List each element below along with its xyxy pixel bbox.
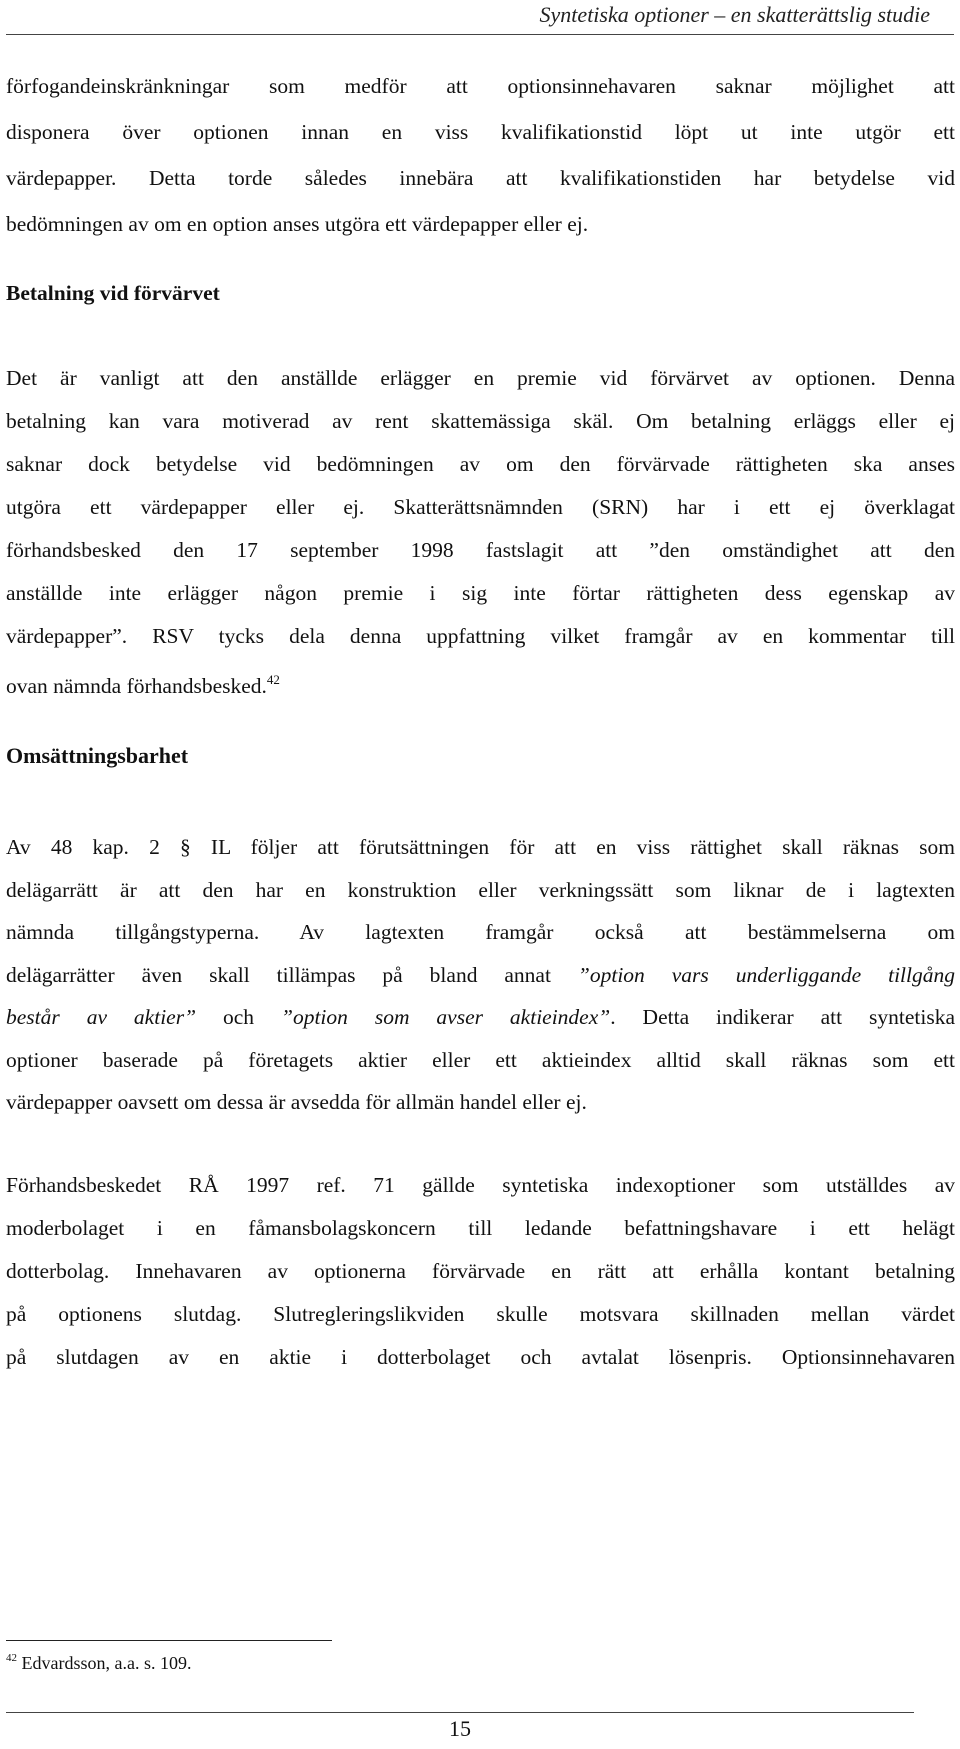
text-line: dotterbolag. Innehavaren av optionerna förvärvade en rätt att erhålla kontant betalning bbox=[6, 1259, 955, 1283]
text-line: disponera över optionen innan en viss kvalifikationstid löpt ut inte utgör ett bbox=[6, 120, 955, 144]
text-line: saknar dock betydelse vid bedömningen av om den förvärvade rättigheten ska anses bbox=[6, 452, 955, 476]
text-line: moderbolaget i en fåmansbolagskoncern till ledande befattningshavare i ett helägt bbox=[6, 1216, 955, 1240]
text-line bbox=[6, 954, 955, 997]
quoted-law-text: ”option vars underliggande tillgång bbox=[577, 962, 955, 987]
text-line: på slutdagen av en aktie i dotterbolaget och avtalat lösenpris. Optionsinnehavaren bbox=[6, 1345, 955, 1369]
section-heading-omsattningsbarhet: Omsättningsbarhet bbox=[6, 743, 189, 768]
quoted-law-text: ”option som avser aktieindex” bbox=[280, 1005, 611, 1029]
text-line: optioner baserade på företagets aktier eller ett aktieindex alltid skall räknas som ett bbox=[6, 1047, 955, 1072]
text-segment: ovan nämnda förhandsbesked. bbox=[6, 674, 267, 698]
footnote-reference: 42 bbox=[266, 672, 280, 687]
header-rule bbox=[6, 34, 954, 35]
footnote-rule bbox=[6, 1640, 332, 1641]
text-line bbox=[6, 658, 955, 708]
footer-rule bbox=[6, 1712, 914, 1713]
text-line bbox=[6, 996, 955, 1039]
text-line: förfogandeinskränkningar som medför att optionsinnehavaren saknar möjlighet att bbox=[6, 74, 955, 98]
text-line: värdepapper”. RSV tycks dela denna uppfattning vilket framgår av en kommentar till bbox=[6, 624, 955, 648]
text-segment: . Detta indikerar att syntetiska bbox=[610, 1005, 956, 1029]
text-line: betalning kan vara motiverad av rent skattemässiga skäl. Om betalning erläggs eller ej bbox=[6, 409, 955, 433]
footnote-number: 42 bbox=[6, 1652, 17, 1664]
section-heading-betalning: Betalning vid förvärvet bbox=[6, 281, 220, 305]
paragraph-4 bbox=[6, 1164, 955, 1379]
text-line: Av 48 kap. 2 § IL följer att förutsättningen för att en viss rättighet skall räknas som bbox=[6, 835, 955, 859]
text-line: bedömningen av om en option anses utgöra ett värdepapper eller ej. bbox=[6, 212, 589, 236]
text-line: delägarrätt är att den har en konstruktion eller verkningssätt som liknar de i lagtexten bbox=[6, 877, 955, 902]
text-line: värdepapper. Detta torde således innebära att kvalifikationstiden har betydelse vid bbox=[6, 166, 955, 190]
paragraph-3 bbox=[6, 826, 955, 1124]
text-line: Det är vanligt att den anställde erlägger en premie vid förvärvet av optionen. Denna bbox=[6, 366, 955, 390]
paragraph-2 bbox=[6, 357, 955, 708]
running-header: Syntetiska optioner – en skatterättslig studie bbox=[539, 2, 930, 27]
page-number: 15 bbox=[449, 1716, 471, 1741]
paragraph-1 bbox=[6, 63, 955, 247]
quoted-law-text: består av aktier” bbox=[6, 1005, 197, 1029]
text-segment: och bbox=[196, 1005, 281, 1029]
text-line: anställde inte erlägger någon premie i sig inte förtar rättigheten dess egenskap av bbox=[6, 581, 955, 605]
text-line: förhandsbesked den 17 september 1998 fastslagit att ”den omständighet att den bbox=[6, 538, 955, 562]
text-line: nämnda tillgångstyperna. Av lagtexten framgår också att bestämmelserna om bbox=[6, 920, 955, 944]
footnote bbox=[6, 1652, 191, 1674]
footnote-text: Edvardsson, a.a. s. 109. bbox=[21, 1653, 192, 1673]
text-line: värdepapper oavsett om dessa är avsedda för allmän handel eller ej. bbox=[6, 1090, 587, 1114]
text-line: på optionens slutdag. Slutregleringslikviden skulle motsvara skillnaden mellan värdet bbox=[6, 1302, 955, 1326]
text-segment: delägarrätter även skall tillämpas på bland annat bbox=[6, 962, 578, 987]
text-line: utgöra ett värdepapper eller ej. Skatterättsnämnden (SRN) har i ett ej överklagat bbox=[6, 495, 955, 519]
text-line: Förhandsbeskedet RÅ 1997 ref. 71 gällde syntetiska indexoptioner som utställdes av bbox=[6, 1173, 955, 1197]
